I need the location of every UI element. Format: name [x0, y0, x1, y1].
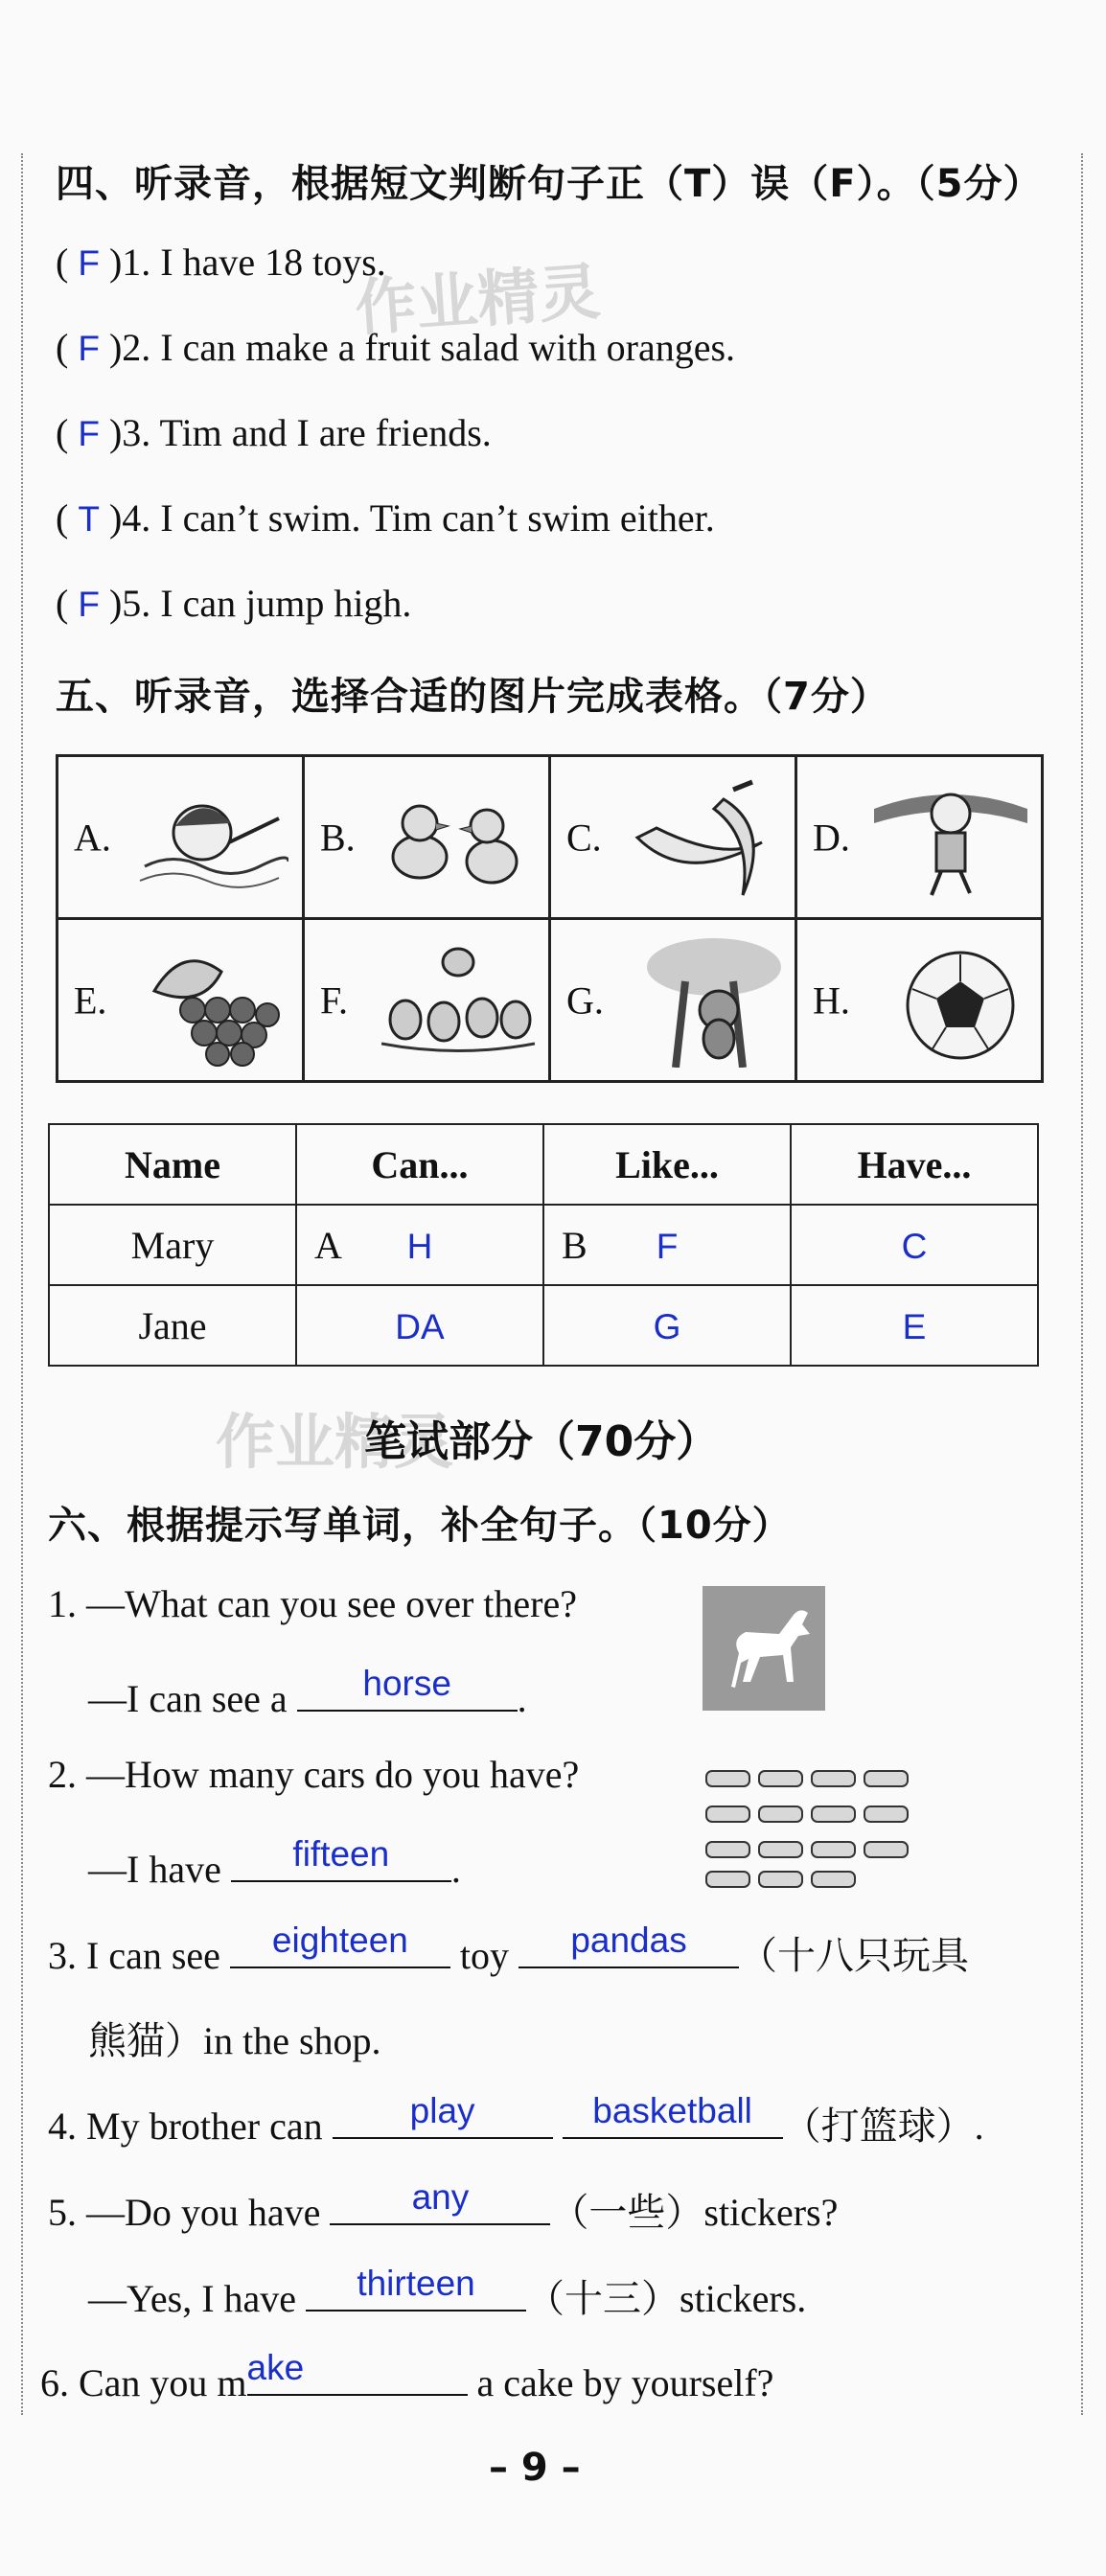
- swimming-girl-picture: [135, 770, 288, 905]
- answer: DA: [395, 1306, 445, 1346]
- answer: E: [902, 1306, 927, 1346]
- header-like: Like...: [543, 1124, 791, 1205]
- answer: pandas: [570, 1920, 687, 1960]
- q2-line2: —I have fifteen .: [88, 1834, 461, 1891]
- cell-can: [296, 1285, 543, 1366]
- cell-name: Mary: [49, 1205, 296, 1285]
- q1-line2: —I can see a horse .: [88, 1664, 527, 1720]
- answer: H: [406, 1226, 433, 1266]
- blank: [246, 2348, 468, 2396]
- answer: play: [409, 2091, 475, 2130]
- q6-line: 6. Can you m ake a cake by yourself?: [40, 2348, 774, 2404]
- section4-item-2: ( F )2. I can make a fruit salad with oranges.: [56, 326, 736, 369]
- cars-picture: [704, 1763, 915, 1893]
- blank: [518, 1920, 739, 1968]
- picture-cell-h: H.: [796, 919, 1043, 1082]
- blank: [333, 2091, 553, 2139]
- picture-cell-a: A.: [58, 756, 304, 919]
- answer: any: [411, 2177, 470, 2217]
- right-dotted-margin: [1081, 153, 1083, 2415]
- picture-cell-f: F.: [304, 919, 550, 1082]
- answer: T: [78, 499, 100, 539]
- cell-like: [543, 1285, 791, 1366]
- answer-table: [48, 1123, 1039, 1367]
- picture-cell-c: C.: [550, 756, 796, 919]
- cell-like: B F: [543, 1205, 791, 1285]
- answer: F: [656, 1226, 679, 1266]
- grapes-picture: [135, 933, 288, 1068]
- blank: [306, 2264, 526, 2312]
- answer: C: [901, 1226, 928, 1266]
- header-have: Have...: [791, 1124, 1038, 1205]
- blank: [297, 1664, 518, 1712]
- watermark: 作业精灵: [353, 257, 603, 345]
- bananas-picture: [628, 770, 781, 905]
- answer: fifteen: [292, 1834, 390, 1874]
- written-part-title: 笔试部分（70分）: [364, 1417, 719, 1466]
- answer: F: [78, 414, 100, 453]
- section4-item-4: ( T )4. I can’t swim. Tim can’t swim either.: [56, 496, 715, 540]
- cell-can: A H: [296, 1205, 543, 1285]
- picture-cell-b: B.: [304, 756, 550, 919]
- cell-have: [791, 1285, 1038, 1366]
- q5-line2: —Yes, I have thirteen （十三）stickers.: [88, 2264, 807, 2320]
- left-dotted-margin: [21, 153, 23, 2415]
- watermark: 作业精灵: [216, 1407, 454, 1477]
- answer: G: [653, 1306, 681, 1346]
- answer: eighteen: [271, 1920, 408, 1960]
- answer: horse: [362, 1664, 451, 1703]
- blank: [330, 2177, 550, 2225]
- q4-line: 4. My brother can play basketball （打篮球）.: [48, 2091, 984, 2148]
- picture-cell-e: E.: [58, 919, 304, 1082]
- section4-title: 四、听录音，根据短文判断句子正（T）误（F）。（5分）: [56, 162, 1043, 206]
- q3-line1: 3. I can see eighteen toy pandas （十八只玩具: [48, 1920, 970, 1977]
- birds-picture: [381, 933, 535, 1068]
- section6-title: 六、根据提示写单词，补全句子。（10分）: [48, 1504, 792, 1548]
- q1-line1: 1. —What can you see over there?: [48, 1582, 577, 1625]
- header-name: Name: [49, 1124, 296, 1205]
- picture-cell-d: D.: [796, 756, 1043, 919]
- blank: [231, 1834, 451, 1882]
- blank: [230, 1920, 450, 1968]
- horse-picture: [703, 1586, 825, 1711]
- section4-item-5: ( F )5. I can jump high.: [56, 582, 412, 625]
- skating-girl-picture: [874, 770, 1027, 905]
- table-row: [49, 1285, 1038, 1366]
- cell-name: Jane: [49, 1285, 296, 1366]
- football-picture: [874, 933, 1027, 1068]
- answer: F: [78, 243, 100, 283]
- answer: F: [78, 585, 100, 624]
- answer: ake: [246, 2348, 305, 2387]
- page-number: – 9 –: [489, 2446, 581, 2490]
- table-row: [49, 1205, 1038, 1285]
- q5-line1: 5. —Do you have any （一些）stickers?: [48, 2177, 839, 2234]
- answer: F: [78, 329, 100, 368]
- ducklings-picture: [381, 770, 535, 905]
- section5-title: 五、听录音，选择合适的图片完成表格。（7分）: [56, 675, 889, 719]
- header-can: Can...: [296, 1124, 543, 1205]
- blank: [563, 2091, 783, 2139]
- section4-item-1: ( F )1. I have 18 toys.: [56, 241, 386, 284]
- section4-item-3: ( F )3. Tim and I are friends.: [56, 411, 492, 454]
- picture-cell-g: G.: [550, 919, 796, 1082]
- monkey-picture: [628, 933, 781, 1068]
- answer: thirteen: [357, 2264, 475, 2303]
- q2-line1: 2. —How many cars do you have?: [48, 1753, 580, 1796]
- q3-line2: 熊猫）in the shop.: [88, 2019, 381, 2062]
- picture-grid: [56, 754, 1044, 1083]
- answer: basketball: [592, 2091, 752, 2130]
- cell-have: [791, 1205, 1038, 1285]
